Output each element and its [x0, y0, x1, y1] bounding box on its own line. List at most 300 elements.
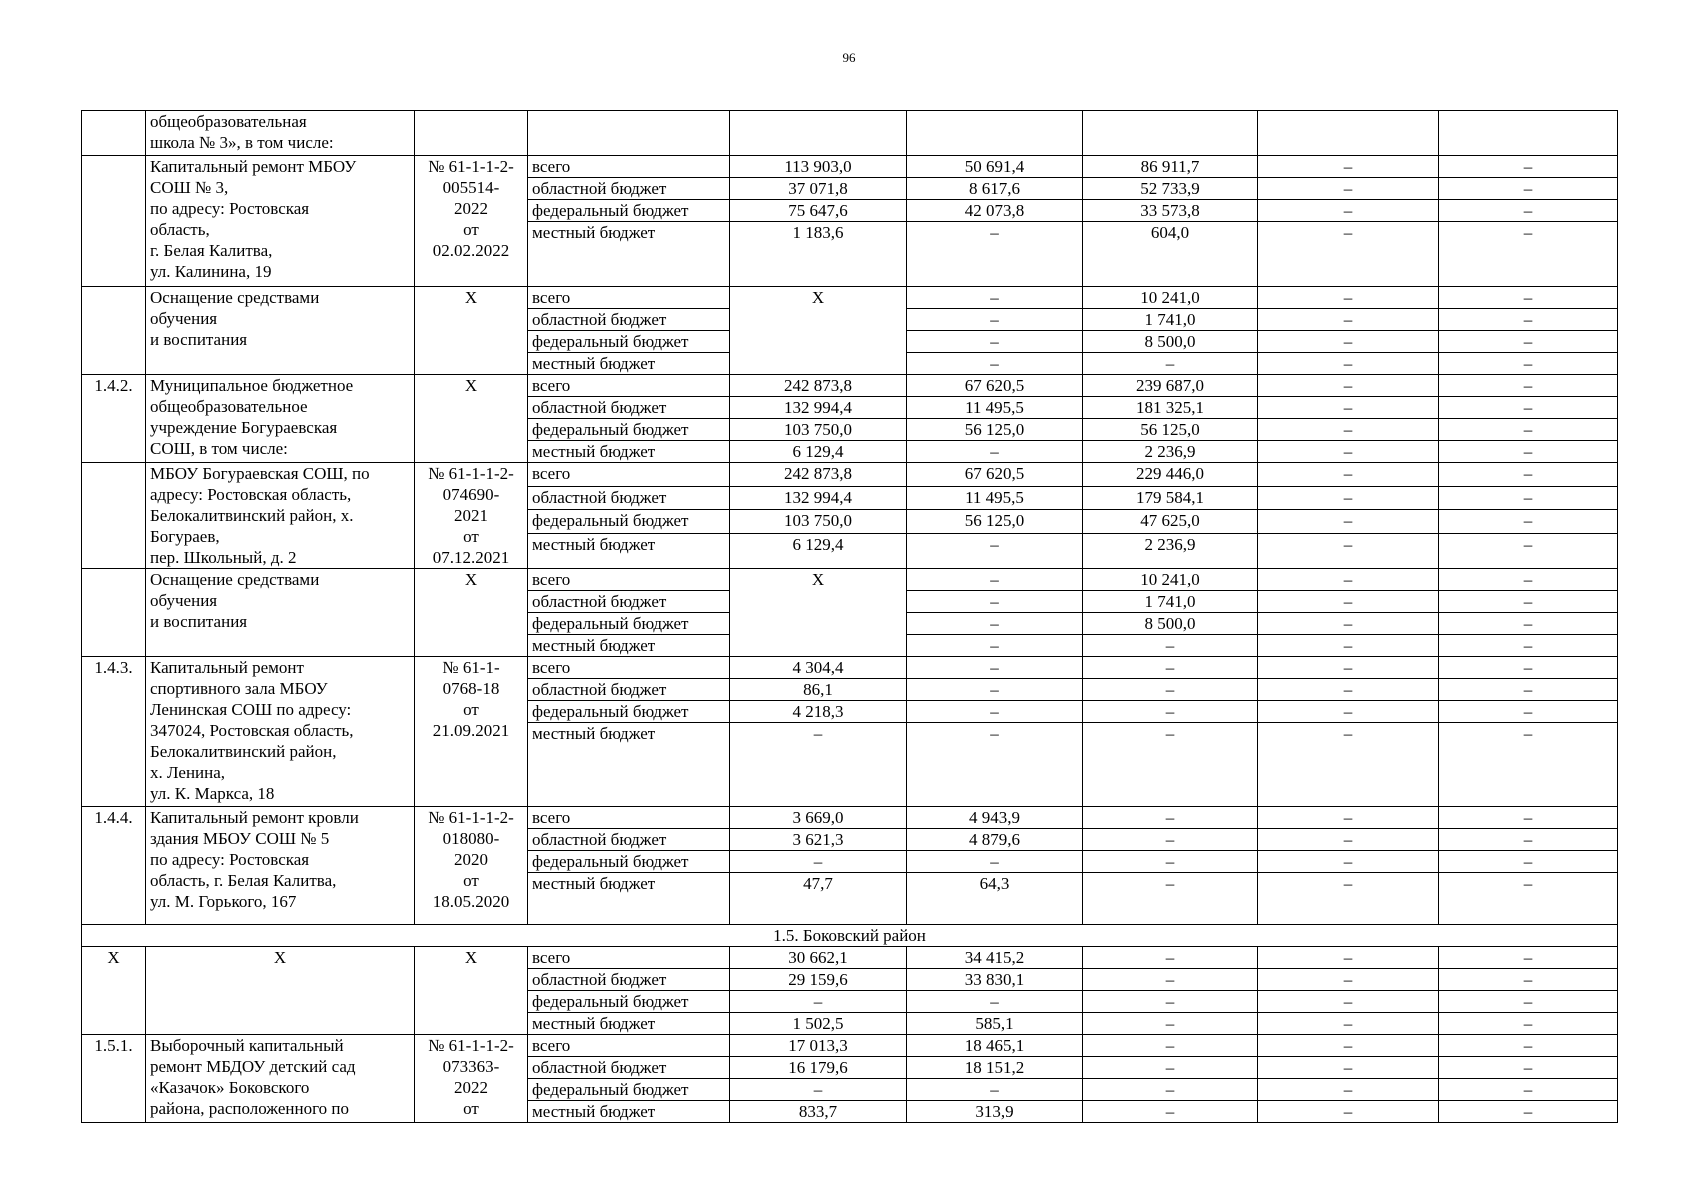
value-cell: – — [1258, 723, 1439, 807]
value-cell: 132 994,4 — [730, 486, 907, 510]
empty-cell — [907, 111, 1083, 156]
item-name-line: Белокалитвинский район, — [150, 742, 337, 761]
section-row — [82, 925, 1618, 947]
funding-source: областной бюджет — [528, 1057, 730, 1079]
item-name — [146, 807, 415, 925]
item-name-line: и воспитания — [150, 612, 248, 631]
value-cell: – — [907, 613, 1083, 635]
document-number-line: 0768-18 — [442, 679, 500, 698]
item-number — [82, 156, 146, 287]
item-name-line: и воспитания — [150, 330, 248, 349]
empty-cell — [730, 111, 907, 156]
value-cell: 16 179,6 — [730, 1057, 907, 1079]
value-cell: – — [1439, 419, 1618, 441]
funding-source: всего — [528, 156, 730, 178]
funding-source: областной бюджет — [528, 829, 730, 851]
value-cell: 56 125,0 — [907, 510, 1083, 534]
value-cell: 833,7 — [730, 1101, 907, 1123]
item-number — [82, 287, 146, 375]
item-name-line: ул. К. Маркса, 18 — [150, 784, 275, 803]
item-name — [146, 287, 415, 375]
funding-source: местный бюджет — [528, 1013, 730, 1035]
value-cell: 4 218,3 — [730, 701, 907, 723]
value-cell: – — [907, 1079, 1083, 1101]
value-cell: 64,3 — [907, 873, 1083, 925]
value-cell: – — [1258, 1057, 1439, 1079]
value-cell: – — [1083, 679, 1258, 701]
funding-source: всего — [528, 947, 730, 969]
item-name-line: по адресу: Ростовская — [150, 199, 310, 218]
document-number-line: 18.05.2020 — [432, 892, 510, 911]
value-cell: 10 241,0 — [1083, 569, 1258, 591]
item-name-line: района, расположенного по — [150, 1099, 349, 1118]
value-cell: – — [1258, 679, 1439, 701]
value-cell: 34 415,2 — [907, 947, 1083, 969]
value-cell: – — [1439, 635, 1618, 657]
value-cell: – — [730, 991, 907, 1013]
item-name-line: адресу: Ростовская область, — [150, 485, 352, 504]
item-name-line: Богураев, — [150, 527, 220, 546]
value-cell: 8 617,6 — [907, 178, 1083, 200]
value-cell: 75 647,6 — [730, 200, 907, 222]
value-cell: 8 500,0 — [1083, 331, 1258, 353]
funding-source: местный бюджет — [528, 635, 730, 657]
value-cell: – — [1439, 287, 1618, 309]
value-cell: – — [1439, 1057, 1618, 1079]
document-number-line: 2021 — [454, 506, 488, 525]
document-number-line: 005514- — [442, 178, 500, 197]
document-number-line: от — [463, 220, 479, 239]
document-number-line: от — [463, 700, 479, 719]
document-number-line: 2020 — [454, 850, 488, 869]
value-cell: – — [1083, 873, 1258, 925]
value-cell: – — [1439, 969, 1618, 991]
funding-source: областной бюджет — [528, 397, 730, 419]
item-name-line: МБОУ Богураевская СОШ, по — [150, 464, 370, 483]
value-cell: – — [907, 331, 1083, 353]
value-cell: 47,7 — [730, 873, 907, 925]
value-cell: 11 495,5 — [907, 486, 1083, 510]
value-cell: 18 465,1 — [907, 1035, 1083, 1057]
table-body — [82, 111, 1618, 1123]
item-name-line: г. Белая Калитва, — [150, 241, 273, 260]
value-cell: – — [1083, 723, 1258, 807]
value-cell: – — [730, 723, 907, 807]
value-cell: – — [1439, 533, 1618, 568]
value-cell: – — [1083, 1101, 1258, 1123]
item-name-line: общеобразовательное — [150, 397, 308, 416]
value-cell: – — [1258, 991, 1439, 1013]
value-cell: 239 687,0 — [1083, 375, 1258, 397]
document-number-line: X — [464, 376, 478, 395]
value-cell: 56 125,0 — [1083, 419, 1258, 441]
value-cell: – — [730, 1079, 907, 1101]
value-cell: – — [907, 679, 1083, 701]
funding-source: всего — [528, 657, 730, 679]
value-cell: – — [1439, 397, 1618, 419]
value-cell: – — [1083, 1013, 1258, 1035]
item-name-line: ул. Калинина, 19 — [150, 262, 272, 281]
document-number-line: № 61-1-1-2- — [428, 1036, 514, 1055]
item-name-line: Капитальный ремонт — [150, 658, 304, 677]
value-cell: – — [1258, 353, 1439, 375]
item-name-line: область, — [150, 220, 210, 239]
value-cell: – — [1258, 569, 1439, 591]
value-cell: – — [1439, 1079, 1618, 1101]
item-name-line: ул. М. Горького, 167 — [150, 892, 297, 911]
value-cell: – — [1439, 331, 1618, 353]
item-name-line: обучения — [150, 309, 218, 328]
value-cell: – — [1439, 679, 1618, 701]
funding-source: областной бюджет — [528, 178, 730, 200]
table-row — [82, 463, 1618, 487]
value-cell: 313,9 — [907, 1101, 1083, 1123]
document-number-line: № 61-1-1-2- — [428, 157, 514, 176]
item-number — [82, 463, 146, 569]
funding-source: всего — [528, 569, 730, 591]
value-cell: – — [1439, 723, 1618, 807]
value-cell: – — [907, 591, 1083, 613]
value-cell: 67 620,5 — [907, 463, 1083, 487]
document-number-line: 2022 — [454, 199, 488, 218]
item-name-line: Оснащение средствами — [150, 570, 320, 589]
value-cell: 56 125,0 — [907, 419, 1083, 441]
value-cell: 18 151,2 — [907, 1057, 1083, 1079]
item-name — [146, 375, 415, 463]
budget-table — [81, 110, 1618, 1123]
funding-source: областной бюджет — [528, 309, 730, 331]
empty-cell — [1258, 111, 1439, 156]
funding-source: федеральный бюджет — [528, 419, 730, 441]
document-number-line: 21.09.2021 — [432, 721, 510, 740]
item-number: X — [82, 947, 146, 1035]
value-cell: – — [1083, 851, 1258, 873]
value-cell: – — [1439, 375, 1618, 397]
item-name — [146, 156, 415, 287]
funding-source: областной бюджет — [528, 486, 730, 510]
value-cell: – — [1258, 701, 1439, 723]
value-cell: 6 129,4 — [730, 441, 907, 463]
document-number — [415, 156, 528, 287]
item-name-line: спортивного зала МБОУ — [150, 679, 328, 698]
value-cell: – — [1258, 510, 1439, 534]
table-row — [82, 375, 1618, 397]
value-cell: – — [1439, 657, 1618, 679]
value-cell: – — [1083, 829, 1258, 851]
value-cell: 37 071,8 — [730, 178, 907, 200]
value-cell: – — [1439, 156, 1618, 178]
item-name — [146, 111, 415, 156]
item-number — [82, 569, 146, 657]
value-cell: 52 733,9 — [1083, 178, 1258, 200]
document-number-line: от — [463, 871, 479, 890]
value-cell: – — [1083, 657, 1258, 679]
value-cell: – — [907, 635, 1083, 657]
value-cell: – — [1258, 178, 1439, 200]
value-cell: – — [1083, 353, 1258, 375]
value-cell: – — [1258, 851, 1439, 873]
value-cell: – — [907, 287, 1083, 309]
funding-source: местный бюджет — [528, 533, 730, 568]
funding-source: областной бюджет — [528, 591, 730, 613]
value-cell: – — [1439, 569, 1618, 591]
document-number — [415, 287, 528, 375]
value-cell: 242 873,8 — [730, 375, 907, 397]
value-cell: – — [1439, 1013, 1618, 1035]
item-name-line: область, г. Белая Калитва, — [150, 871, 337, 890]
document-number — [415, 947, 528, 1035]
table-row — [82, 947, 1618, 969]
empty-cell — [1439, 111, 1618, 156]
document-number — [415, 1035, 528, 1123]
value-cell: 6 129,4 — [730, 533, 907, 568]
value-cell: – — [907, 309, 1083, 331]
document-number-line: 02.02.2022 — [432, 241, 510, 260]
funding-source: областной бюджет — [528, 969, 730, 991]
table-row — [82, 287, 1618, 309]
value-cell: 242 873,8 — [730, 463, 907, 487]
value-cell: – — [1258, 533, 1439, 568]
value-cell: – — [1258, 309, 1439, 331]
value-cell: 47 625,0 — [1083, 510, 1258, 534]
value-cell: 229 446,0 — [1083, 463, 1258, 487]
value-cell: – — [1439, 807, 1618, 829]
value-cell: – — [1258, 397, 1439, 419]
item-name-line: 347024, Ростовская область, — [150, 721, 354, 740]
value-cell: – — [907, 657, 1083, 679]
table-row — [82, 569, 1618, 591]
item-name-line: «Казачок» Боковского — [150, 1078, 310, 1097]
funding-source: федеральный бюджет — [528, 701, 730, 723]
funding-source: всего — [528, 1035, 730, 1057]
empty-cell — [1083, 111, 1258, 156]
value-cell: – — [1439, 701, 1618, 723]
value-cell: – — [1439, 991, 1618, 1013]
value-cell: 29 159,6 — [730, 969, 907, 991]
value-cell: 113 903,0 — [730, 156, 907, 178]
item-name-line: Капитальный ремонт кровли — [150, 808, 359, 827]
value-cell: 1 741,0 — [1083, 591, 1258, 613]
empty-cell — [528, 111, 730, 156]
value-cell: – — [1258, 829, 1439, 851]
item-name-line: Муниципальное бюджетное — [150, 376, 354, 395]
item-number — [82, 111, 146, 156]
item-name-line: пер. Школьный, д. 2 — [150, 548, 297, 567]
value-cell: – — [1258, 657, 1439, 679]
value-cell: – — [1439, 829, 1618, 851]
value-cell: 103 750,0 — [730, 510, 907, 534]
value-cell: – — [1258, 419, 1439, 441]
item-number: 1.5.1. — [82, 1035, 146, 1123]
value-cell: 8 500,0 — [1083, 613, 1258, 635]
value-cell: 4 879,6 — [907, 829, 1083, 851]
item-name-line: Ленинская СОШ по адресу: — [150, 700, 352, 719]
value-cell: – — [907, 701, 1083, 723]
item-name-line: Капитальный ремонт МБОУ — [150, 157, 357, 176]
value-cell: – — [907, 569, 1083, 591]
funding-source: всего — [528, 463, 730, 487]
item-name — [146, 569, 415, 657]
value-cell: – — [907, 991, 1083, 1013]
funding-source: местный бюджет — [528, 723, 730, 807]
item-name-line: Оснащение средствами — [150, 288, 320, 307]
funding-source: всего — [528, 287, 730, 309]
value-cell: – — [1439, 353, 1618, 375]
item-number: 1.4.4. — [82, 807, 146, 925]
value-cell: 10 241,0 — [1083, 287, 1258, 309]
value-cell: – — [1439, 222, 1618, 287]
value-cell: – — [1439, 463, 1618, 487]
item-number: 1.4.2. — [82, 375, 146, 463]
table-row — [82, 111, 1618, 156]
value-cell: – — [1439, 1035, 1618, 1057]
value-cell: 4 304,4 — [730, 657, 907, 679]
funding-source: местный бюджет — [528, 873, 730, 925]
document-number-line: № 61-1-1-2- — [428, 808, 514, 827]
value-cell: 132 994,4 — [730, 397, 907, 419]
value-cell: 179 584,1 — [1083, 486, 1258, 510]
value-cell: – — [1439, 851, 1618, 873]
value-cell: 1 741,0 — [1083, 309, 1258, 331]
value-cell: 1 183,6 — [730, 222, 907, 287]
document-number-line: № 61-1- — [442, 658, 500, 677]
value-cell: – — [907, 441, 1083, 463]
value-cell: – — [730, 851, 907, 873]
item-name: X — [146, 947, 415, 1035]
document-number-line: от — [463, 527, 479, 546]
value-cell: 3 669,0 — [730, 807, 907, 829]
value-cell: 103 750,0 — [730, 419, 907, 441]
value-cell: 17 013,3 — [730, 1035, 907, 1057]
funding-source: местный бюджет — [528, 1101, 730, 1123]
value-cell: – — [907, 851, 1083, 873]
item-name-line: х. Ленина, — [150, 763, 226, 782]
document-number-line: № 61-1-1-2- — [428, 464, 514, 483]
table-row — [82, 1035, 1618, 1057]
value-cell: – — [1258, 463, 1439, 487]
value-cell: – — [1439, 1101, 1618, 1123]
value-cell: – — [1083, 635, 1258, 657]
value-cell: – — [1258, 635, 1439, 657]
table-row — [82, 156, 1618, 178]
value-cell: – — [1258, 807, 1439, 829]
empty-cell — [415, 111, 528, 156]
value-cell: – — [1258, 200, 1439, 222]
value-cell: – — [1439, 510, 1618, 534]
value-cell: – — [1258, 591, 1439, 613]
document-number-line: X — [464, 948, 478, 967]
value-cell: – — [1439, 873, 1618, 925]
value-cell: 67 620,5 — [907, 375, 1083, 397]
item-name-line: общеобразовательная — [150, 112, 307, 131]
value-cell: 30 662,1 — [730, 947, 907, 969]
value-cell: – — [1439, 441, 1618, 463]
document-number — [415, 657, 528, 807]
section-title: 1.5. Боковский район — [82, 925, 1618, 947]
value-cell: – — [1258, 1035, 1439, 1057]
value-cell: – — [1258, 287, 1439, 309]
document-number-line: 073363- — [442, 1057, 500, 1076]
item-name — [146, 463, 415, 569]
item-name-line: Белокалитвинский район, х. — [150, 506, 354, 525]
value-cell: 33 830,1 — [907, 969, 1083, 991]
value-cell: – — [1258, 222, 1439, 287]
document-number-line: 074690- — [442, 485, 500, 504]
value-cell: – — [907, 533, 1083, 568]
value-cell: – — [1258, 486, 1439, 510]
item-name-line: ремонт МБДОУ детский сад — [150, 1057, 356, 1076]
value-cell: – — [1258, 1079, 1439, 1101]
value-cell: 11 495,5 — [907, 397, 1083, 419]
funding-source: федеральный бюджет — [528, 200, 730, 222]
value-cell: – — [1258, 441, 1439, 463]
document-number-line: 07.12.2021 — [432, 548, 510, 567]
value-cell: – — [1439, 947, 1618, 969]
item-name-line: СОШ, в том числе: — [150, 439, 288, 458]
funding-source: местный бюджет — [528, 222, 730, 287]
value-cell: 86,1 — [730, 679, 907, 701]
value-cell: 1 502,5 — [730, 1013, 907, 1035]
value-cell: 33 573,8 — [1083, 200, 1258, 222]
table-row — [82, 807, 1618, 829]
document-number-line: 018080- — [442, 829, 500, 848]
value-cell: – — [1439, 309, 1618, 331]
value-cell: X — [730, 569, 907, 657]
item-name-line: по адресу: Ростовская — [150, 850, 310, 869]
value-cell: – — [1083, 1057, 1258, 1079]
value-cell: – — [1258, 1101, 1439, 1123]
value-cell: – — [1258, 947, 1439, 969]
value-cell: 50 691,4 — [907, 156, 1083, 178]
value-cell: – — [1258, 873, 1439, 925]
value-cell: – — [1258, 969, 1439, 991]
item-name-line: учреждение Богураевская — [150, 418, 338, 437]
document-number — [415, 807, 528, 925]
value-cell: – — [907, 353, 1083, 375]
value-cell: – — [1083, 991, 1258, 1013]
value-cell: X — [730, 287, 907, 375]
value-cell: – — [1083, 969, 1258, 991]
value-cell: – — [907, 723, 1083, 807]
item-name-line: СОШ № 3, — [150, 178, 229, 197]
funding-source: федеральный бюджет — [528, 510, 730, 534]
item-name-line: обучения — [150, 591, 218, 610]
value-cell: – — [1258, 613, 1439, 635]
document-number — [415, 569, 528, 657]
document-number-line: X — [464, 288, 478, 307]
funding-source: федеральный бюджет — [528, 613, 730, 635]
funding-source: местный бюджет — [528, 353, 730, 375]
value-cell: – — [1439, 486, 1618, 510]
item-name — [146, 657, 415, 807]
value-cell: – — [1083, 701, 1258, 723]
funding-source: федеральный бюджет — [528, 331, 730, 353]
value-cell: – — [1258, 331, 1439, 353]
document-number-line: 2022 — [454, 1078, 488, 1097]
page-number: 96 — [842, 50, 856, 65]
value-cell: 42 073,8 — [907, 200, 1083, 222]
value-cell: – — [1258, 156, 1439, 178]
value-cell: – — [1439, 591, 1618, 613]
value-cell: – — [1083, 1035, 1258, 1057]
value-cell: 585,1 — [907, 1013, 1083, 1035]
document-number — [415, 375, 528, 463]
value-cell: – — [1083, 1079, 1258, 1101]
value-cell: – — [1083, 807, 1258, 829]
funding-source: федеральный бюджет — [528, 991, 730, 1013]
item-name-line: здания МБОУ СОШ № 5 — [150, 829, 330, 848]
value-cell: 2 236,9 — [1083, 533, 1258, 568]
